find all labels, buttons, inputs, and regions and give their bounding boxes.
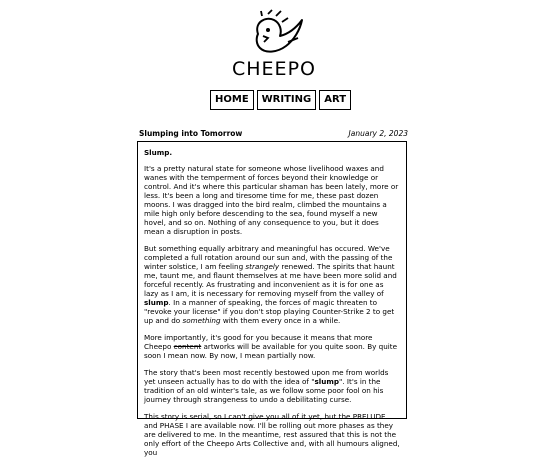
emphasis-text: strangely <box>245 262 280 271</box>
nav-writing-button[interactable]: WRITING <box>257 90 317 110</box>
post-lead: Slump. <box>144 148 173 157</box>
post-paragraph-3 <box>144 333 400 360</box>
post-body <box>137 141 407 457</box>
text-span: artworks will be available for you quite soon. By quite soon I mean now. By now, I mean partially now. <box>144 342 398 360</box>
nav-home-button[interactable]: HOME <box>210 90 254 110</box>
strikethrough-text: content <box>173 342 202 351</box>
site-brand: CHEEPO <box>232 58 316 80</box>
text-span: The story that's been most recently bestowed upon me from worlds yet unseen actually has to do with the idea of " <box>144 368 389 386</box>
text-span: But something equally arbitrary and meaningful has occured. We've completed a full rotation around our sun and, with the passing of the winter solstice, I am feeling <box>144 244 393 271</box>
post-paragraph-2 <box>144 244 400 325</box>
post-paragraph-5: This story is serial, so I can't give you all of it yet, but the PRELUDE and PHASE I are available now. I'll be rolling out more phases as they are delivered to me. In the meantime, rest assured that this is not the only effort of the Cheepo Arts Collective and, with all humours aligned, you <box>144 412 400 457</box>
text-span: with them every once in a while. <box>220 316 341 325</box>
post-header <box>139 129 408 139</box>
post-paragraph-1: It's a pretty natural state for someone whose livelihood waxes and wanes with the temperment of forces beyond their knowledge or control. And it's where this particular shaman has been lately, more or less. It's been a long and tiresome time for me, these past dozen moons. I was dragged into the bird realm, climbed the mountains a mile high only before descending to the sea, found myself a new hovel, and so on. Nothing of any consequence to you, but it does mean a disruption in posts. <box>144 164 399 236</box>
emphasis-text: something <box>182 316 221 325</box>
nav-art-button[interactable]: ART <box>319 90 351 110</box>
strong-text: slump <box>144 298 169 307</box>
main-nav <box>210 90 351 110</box>
text-span: renewed. The spirits that haunt me, taunt me, and flaunt themselves at me have been more solid and forceful recently. As frustrating and inconvenient as it is for one as lazy as I am, it is necessary for removing myself from the valley of <box>144 262 397 298</box>
post-date: January 2, 2023 <box>348 129 408 138</box>
post-title[interactable]: Slumping into Tomorrow <box>139 129 243 138</box>
text-span: ". It's in the tradition of an old winter's tale, as we follow some poor fool on his journey through strangeness to undo a debilitating curse. <box>144 377 384 404</box>
post-paragraph-4 <box>144 368 400 404</box>
text-span: More importantly, it's good for you because it means that more Cheepo <box>144 333 373 351</box>
text-span: . In a manner of speaking, the forces of magic threaten to "revoke your license" if you don't stop playing Counter-Strike 2 to get up and do <box>144 298 395 325</box>
strong-text: slump <box>314 377 340 386</box>
